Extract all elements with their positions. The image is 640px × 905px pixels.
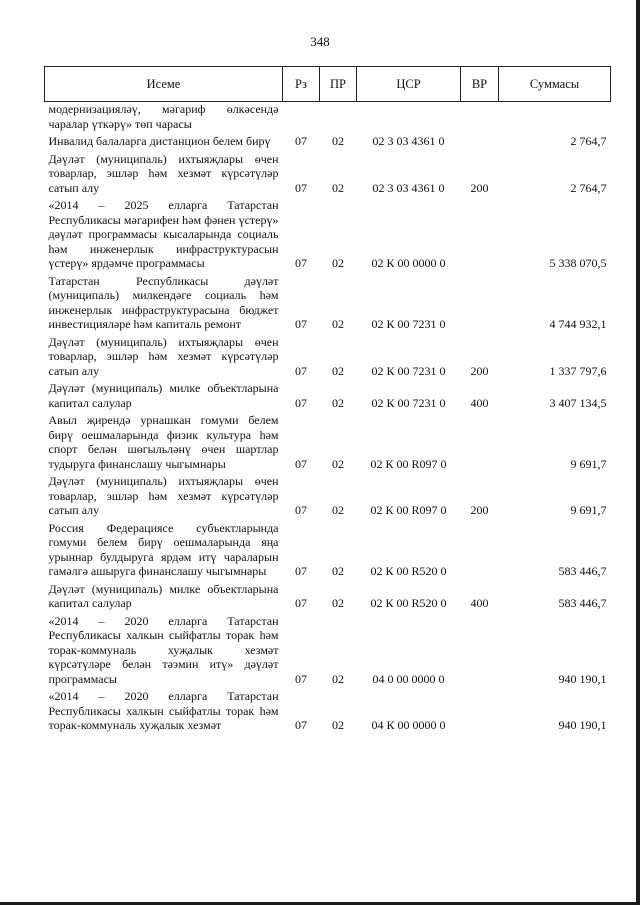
cell-name: Дəүлəт (муниципаль) ихтыяҗлары өчен товарлар, эшлəр һəм хезмəт күрсəтүлəр сатып алу	[48, 334, 279, 378]
table-row	[45, 614, 611, 690]
cell-vr	[461, 614, 499, 690]
cell-rz: 07	[295, 671, 307, 686]
table-row	[45, 474, 611, 521]
cell-rz: 07	[295, 564, 307, 578]
cell-sum: 3 407 134,5	[549, 395, 607, 410]
cell-pr: 02	[332, 564, 344, 578]
cell-rz	[283, 102, 320, 135]
cell-sum: 4 744 932,1	[549, 317, 607, 331]
cell-rz: 07	[295, 456, 307, 471]
cell-vr	[461, 134, 499, 152]
cell-csr	[357, 102, 461, 135]
table-row	[45, 689, 611, 736]
cell-sum: 5 338 070,5	[549, 256, 607, 270]
cell-csr: 02 К 00 7231 0	[371, 363, 446, 378]
cell-sum: 583 446,7	[558, 564, 607, 578]
cell-name: «2014 – 2020 елларга Татарстан Республикасы халкын сыйфатлы торак һəм торак-коммуналь хуҗалык хезмəт күрсəтүлəре белəн тəэмин итү» дəүлəт программасы	[48, 613, 279, 686]
cell-rz: 07	[295, 503, 307, 517]
cell-vr: 400	[470, 596, 489, 610]
cell-csr: 02 К 00 7231 0	[371, 395, 446, 410]
cell-rz: 07	[295, 395, 307, 410]
page-number: 348	[310, 34, 330, 49]
cell-sum: 940 190,1	[558, 718, 607, 732]
cell-pr: 02	[332, 363, 344, 378]
cell-sum: 2 764,7	[570, 180, 607, 195]
cell-csr: 04 К 00 0000 0	[371, 718, 446, 732]
cell-sum: 940 190,1	[558, 671, 607, 686]
cell-pr	[320, 102, 357, 135]
cell-csr: 02 3 03 4361 0	[372, 180, 445, 195]
cell-csr: 02 К 00 7231 0	[371, 317, 446, 331]
cell-sum: 9 691,7	[570, 503, 607, 517]
cell-pr: 02	[332, 503, 344, 517]
cell-pr: 02	[332, 596, 344, 610]
table-row	[45, 335, 611, 382]
cell-csr: 02 К 00 R097 0	[370, 503, 447, 517]
cell-pr: 02	[332, 456, 344, 471]
cell-pr: 02	[332, 718, 344, 732]
cell-vr: 200	[470, 180, 489, 195]
table-row	[45, 198, 611, 274]
cell-sum	[499, 102, 611, 135]
cell-name: Дəүлəт (муниципаль) ихтыяҗлары өчен товарлар, эшлəр һəм хезмəт күрсəтүлəр сатып алу	[48, 151, 279, 195]
table-row	[45, 152, 611, 199]
table-row	[45, 134, 611, 152]
cell-sum: 1 337 797,6	[549, 363, 607, 378]
header-pr: ПР	[320, 67, 357, 102]
cell-name: «2014 – 2020 елларга Татарстан Республикасы халкын сыйфатлы торак һəм торак-коммуналь хуҗалык хезмəт	[48, 689, 279, 732]
cell-sum: 2 764,7	[570, 134, 607, 148]
cell-sum: 9 691,7	[570, 456, 607, 471]
header-vr: ВР	[461, 67, 499, 102]
header-csr: ЦСР	[357, 67, 461, 102]
cell-csr: 02 К 00 R097 0	[370, 456, 447, 471]
cell-vr	[461, 689, 499, 736]
cell-name: Дəүлəт (муниципаль) милке объектларына капитал салулар	[48, 581, 279, 610]
cell-name: модернизациялəү, мəгариф өлкəсендə чаралар үткəрү» төп чарасы	[48, 102, 279, 131]
header-sum: Суммасы	[499, 67, 611, 102]
table-row	[45, 102, 611, 135]
header-rz: Рз	[283, 67, 320, 102]
header-name: Исеме	[45, 67, 283, 102]
cell-csr: 02 3 03 4361 0	[372, 134, 445, 148]
scan-border	[636, 0, 640, 905]
cell-rz: 07	[295, 180, 307, 195]
cell-csr: 02 К 00 R520 0	[370, 596, 447, 610]
cell-pr: 02	[332, 180, 344, 195]
cell-name: Татарстан Республикасы дəүлəт (муниципаль) милкендəге социаль һəм инженерлык инфраструктурасына бюджет инвестициялəре һəм капиталь ремонт	[48, 273, 279, 331]
cell-vr: 200	[470, 503, 489, 517]
table-row	[45, 274, 611, 335]
table-row	[45, 521, 611, 582]
cell-vr	[461, 198, 499, 274]
cell-csr: 02 К 00 0000 0	[371, 256, 446, 270]
cell-name: «2014 – 2025 елларга Татарстан Республикасы мəгарифен һəм фəнен үстерү» дəүлəт программасы кысаларында социаль һəм инженерлык инфраструктурасын үстерү» ярдəмче программасы	[48, 198, 279, 270]
cell-name: Инвалид балаларга дистанцион белем бирү	[48, 134, 271, 148]
budget-table	[44, 66, 611, 736]
cell-sum: 583 446,7	[558, 596, 607, 610]
cell-rz: 07	[295, 596, 307, 610]
cell-vr	[461, 274, 499, 335]
cell-rz: 07	[295, 718, 307, 732]
cell-name: Авыл җирендə урнашкан гомуми белем бирү оешмаларында физик культура һəм спорт белəн шөгыльлəнү өчен шартлар тудыруга финанслашу чыгымнары	[48, 413, 279, 471]
cell-vr	[461, 521, 499, 582]
cell-pr: 02	[332, 134, 344, 148]
cell-pr: 02	[332, 317, 344, 331]
cell-pr: 02	[332, 395, 344, 410]
cell-name: Дəүлəт (муниципаль) ихтыяҗлары өчен товарлар, эшлəр һəм хезмəт күрсəтүлəр сатып алу	[48, 474, 279, 517]
table-row	[45, 381, 611, 413]
cell-csr: 04 0 00 0000 0	[372, 671, 445, 686]
cell-rz: 07	[295, 317, 307, 331]
cell-vr: 400	[470, 395, 489, 410]
cell-rz: 07	[295, 363, 307, 378]
cell-pr: 02	[332, 256, 344, 270]
cell-name: Дəүлəт (муниципаль) милке объектларына капитал салулар	[48, 381, 279, 410]
cell-pr: 02	[332, 671, 344, 686]
cell-vr	[461, 413, 499, 474]
cell-name: Россия Федерациясе субъектларында гомуми белем бирү оешмаларында яңа урыннар булдыруга ярдəм итү чараларын гамəлгə ашыруга финанслашу чыгымнары	[48, 520, 279, 578]
cell-rz: 07	[295, 134, 307, 148]
cell-csr: 02 К 00 R520 0	[370, 564, 447, 578]
cell-vr: 200	[470, 363, 489, 378]
table-row	[45, 582, 611, 614]
table-row	[45, 413, 611, 474]
table-header-row	[45, 67, 611, 102]
cell-vr	[461, 102, 499, 135]
cell-rz: 07	[295, 256, 307, 270]
